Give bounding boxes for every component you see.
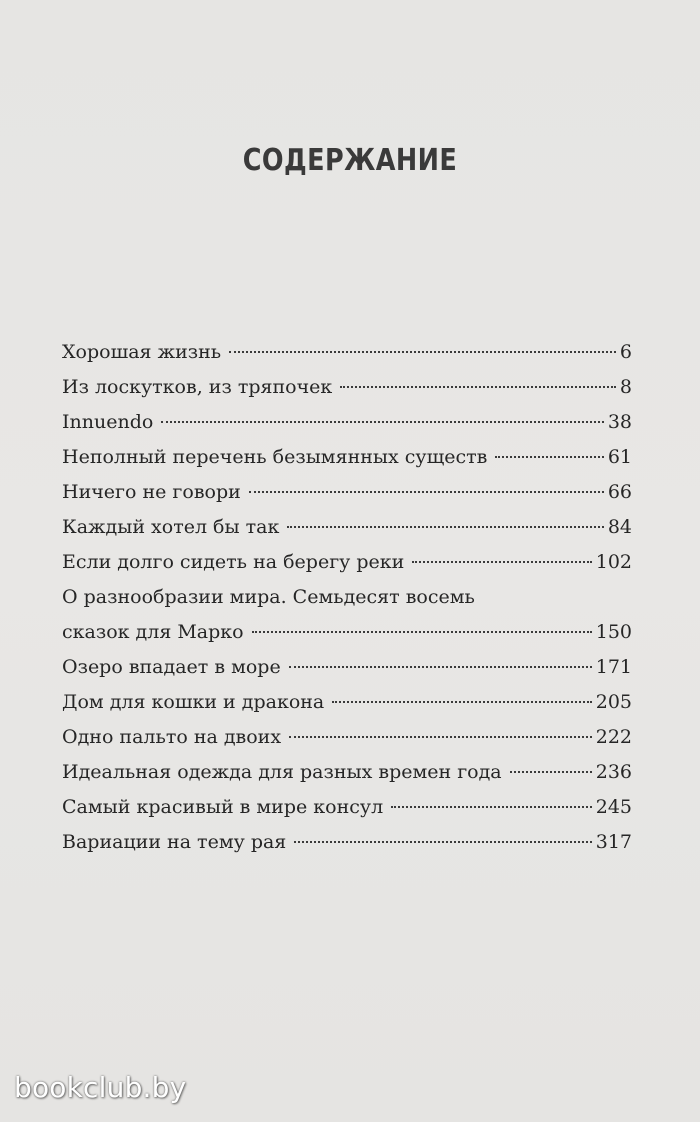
toc-entry	[62, 545, 632, 580]
toc-leader-dots	[412, 561, 591, 563]
toc-entry-title: Хорошая жизнь	[62, 341, 222, 363]
toc-entry-title: Идеальная одежда для разных времен года	[62, 761, 502, 783]
toc-entry-page: 6	[619, 341, 632, 363]
toc-entry-title: Озеро впадает в море	[62, 656, 281, 678]
toc-entry-page: 84	[607, 516, 632, 538]
toc-entry	[62, 440, 632, 475]
toc-entry	[62, 790, 632, 825]
toc-leader-dots	[495, 456, 603, 458]
toc-entry	[62, 370, 632, 405]
toc-entry-title: Из лоскутков, из тряпочек	[62, 376, 333, 398]
toc-entry-title: Вариации на тему рая	[62, 831, 287, 853]
toc-entry	[62, 825, 632, 860]
toc-entry-title: Innuendo	[62, 411, 154, 433]
toc-entry-page: 8	[619, 376, 632, 398]
toc-entry-page: 38	[607, 411, 632, 433]
toc-list	[62, 335, 632, 860]
toc-leader-dots	[294, 841, 591, 843]
toc-entry-title: Неполный перечень безымянных существ	[62, 446, 488, 468]
toc-leader-dots	[340, 386, 616, 388]
toc-leader-dots	[229, 351, 616, 353]
toc-entry-title: Одно пальто на двоих	[62, 726, 282, 748]
toc-leader-dots	[289, 666, 592, 668]
toc-entry-title: Дом для кошки и дракона	[62, 691, 325, 713]
toc-entry-page: 150	[595, 621, 632, 643]
toc-entry	[62, 580, 632, 650]
toc-entry-page: 61	[607, 446, 632, 468]
toc-entry	[62, 755, 632, 790]
toc-entry-page: 317	[595, 831, 632, 853]
toc-entry-page: 171	[595, 656, 632, 678]
toc-entry-title: Если долго сидеть на берегу реки	[62, 551, 405, 573]
toc-leader-dots	[391, 806, 592, 808]
toc-leader-dots	[287, 526, 603, 528]
toc-entry-title-line2: сказок для Марко	[62, 621, 244, 643]
toc-leader-dots	[332, 701, 591, 703]
toc-entry-page: 102	[595, 551, 632, 573]
toc-entry-page: 205	[595, 691, 632, 713]
toc-entry-title: Ничего не говори	[62, 481, 241, 503]
toc-leader-dots	[289, 736, 592, 738]
toc-entry	[62, 475, 632, 510]
toc-entry-page: 222	[595, 726, 632, 748]
toc-entry-title: Самый красивый в мире консул	[62, 796, 384, 818]
toc-entry	[62, 720, 632, 755]
watermark: bookclub.by	[14, 1071, 187, 1104]
toc-leader-dots	[161, 421, 604, 423]
toc-entry-page: 236	[595, 761, 632, 783]
toc-entry-page: 66	[607, 481, 632, 503]
page-title: СОДЕРЖАНИЕ	[242, 143, 458, 178]
toc-entry-title: Каждый хотел бы так	[62, 516, 280, 538]
toc-leader-dots	[249, 491, 604, 493]
toc-entry	[62, 510, 632, 545]
toc-leader-dots	[252, 631, 592, 633]
toc-leader-dots	[510, 771, 592, 773]
toc-entry	[62, 685, 632, 720]
toc-entry	[62, 335, 632, 370]
toc-entry	[62, 405, 632, 440]
toc-entry-page: 245	[595, 796, 632, 818]
toc-entry	[62, 650, 632, 685]
toc-entry-title-line1: О разнообразии мира. Семьдесят восемь	[62, 586, 475, 608]
